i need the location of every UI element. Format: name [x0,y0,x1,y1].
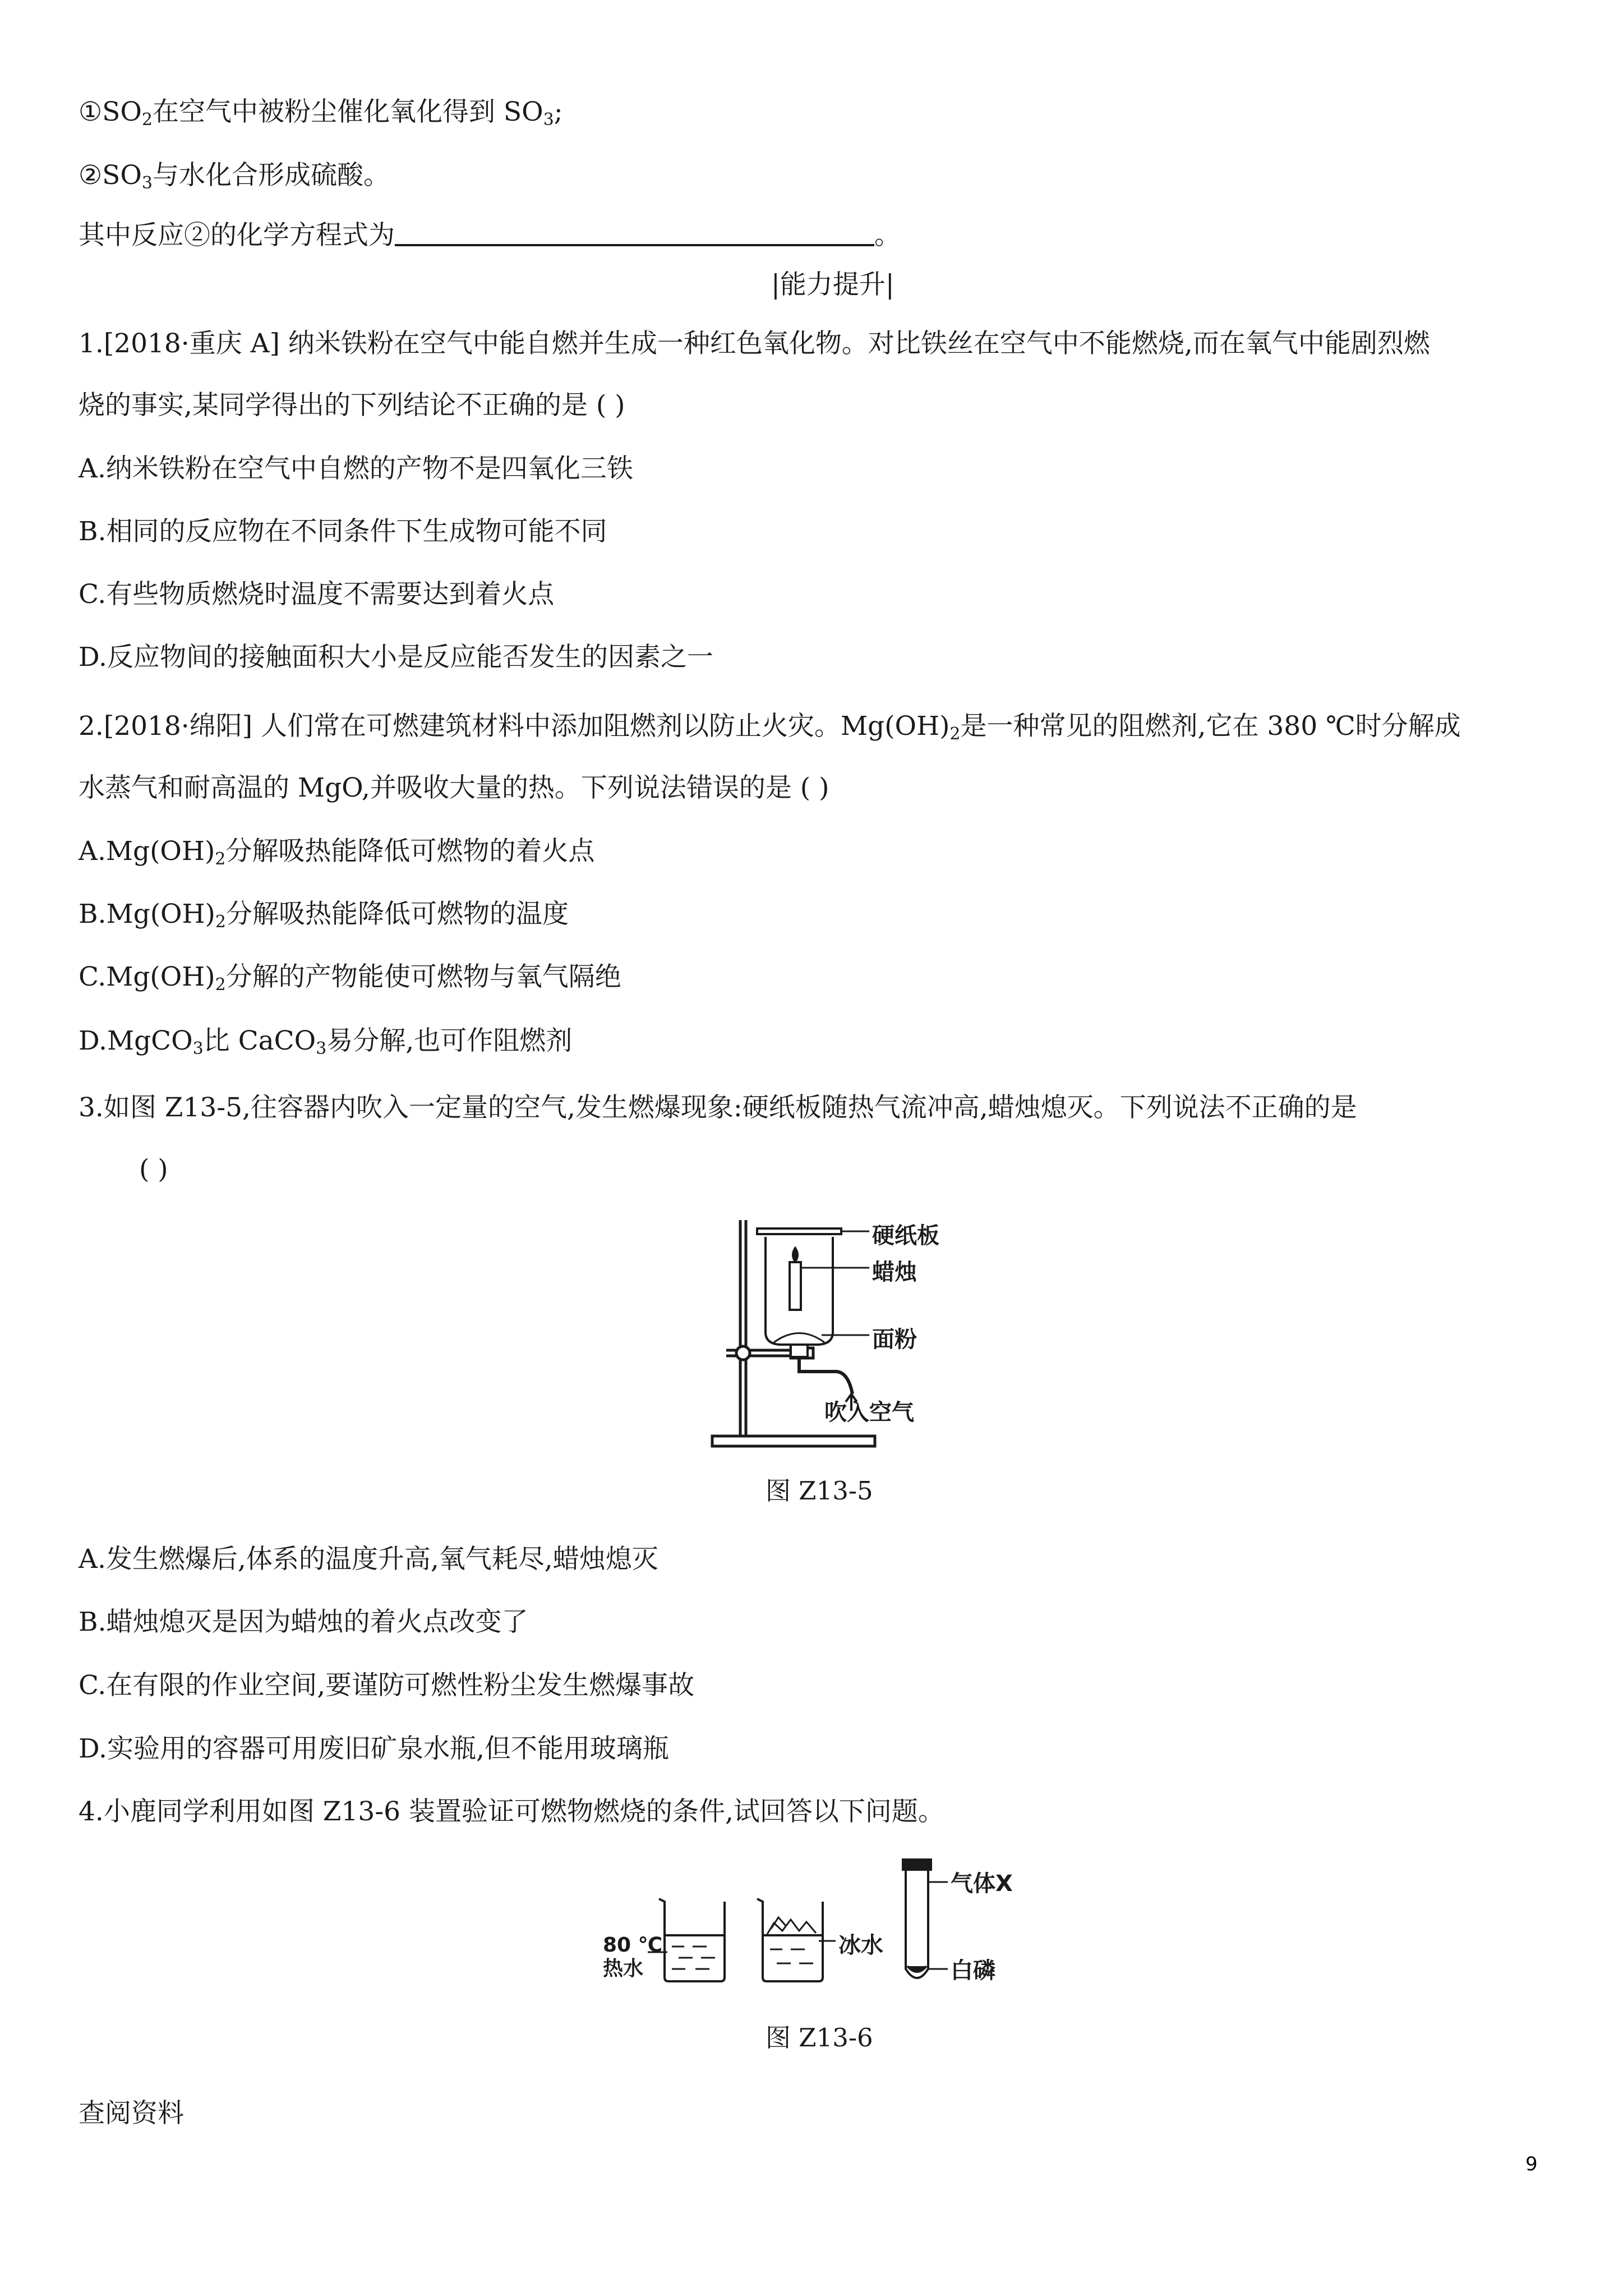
q1-option-c: C.有些物质燃烧时温度不需要达到着火点 [79,579,555,610]
intro-item-1: $①SO_2$在空气中被粉尘催化氧化得到 $SO_3$; [79,96,563,130]
figure-label-candle: 蜡烛 [872,1259,917,1285]
figure-caption-z13-5: 图 Z13-5 [766,1476,873,1506]
q2-option-a: $A.Mg(OH)_2$分解吸热能降低可燃物的着火点 [79,836,595,869]
figure-label-white-phosphorus: 白磷 [951,1958,995,1984]
figure-label-gas-x: 气体X [951,1871,1013,1897]
test-tube-icon [903,1860,948,1978]
q2-option-d: D.MgCO$_3$比 CaCO$_3$易分解,也可作阻燃剂 [79,1025,573,1059]
figure-label-80c: 80 ℃ [603,1934,663,1957]
q3-stem-line-1: 3.如图 Z13-5,往容器内吹入一定量的空气,发生燃爆现象:硬纸板随热气流冲高,蜡烛熄灭。下列说法不正确的是 [79,1092,1357,1123]
q3-option-c: C.在有限的作业空间,要谨防可燃性粉尘发生燃爆事故 [79,1670,695,1701]
q2-option-b: $B.Mg(OH)_2$分解吸热能降低可燃物的温度 [79,899,569,932]
q2-stem-line-1: 2.[2018·绵阳] 人们常在可燃建筑材料中添加阻燃剂以防止火灾。$Mg(OH)_2$是一种常见的阻燃剂,它在 380 ℃时分解成 [79,711,1461,744]
q4-stem: 4.小鹿同学利用如图 Z13-6 装置验证可燃物燃烧的条件,试回答以下问题。 [79,1796,944,1827]
figure-label-blow-air: 吹入空气 [824,1400,914,1425]
q3-option-d: D.实验用的容器可用废旧矿泉水瓶,但不能用玻璃瓶 [79,1733,669,1764]
intro-item-2: $②SO_3$与水化合形成硫酸。 [79,160,390,193]
equation-prompt: 其中反应②的化学方程式为 。 [79,220,901,251]
q1-option-b: B.相同的反应物在不同条件下生成物可能不同 [79,516,607,547]
figure-label-ice-water: 冰水 [838,1932,883,1958]
figure-label-cardboard: 硬纸板 [872,1223,939,1249]
q3-option-b: B.蜡烛熄灭是因为蜡烛的着火点改变了 [79,1607,528,1637]
section-title: |能力提升| [771,269,895,300]
label-leaders [801,1231,869,1335]
bottle-icon [757,1228,857,1411]
figure-label-hot-water: 热水 [603,1957,644,1980]
q3-option-a: A.发生燃爆后,体系的温度升高,氧气耗尽,蜡烛熄灭 [79,1544,658,1575]
answer-blank[interactable] [395,222,874,246]
q2-stem-line-2: 水蒸气和耐高温的 MgO,并吸收大量的热。下列说法错误的是 ( ) [79,772,829,803]
page-number: 9 [1525,2153,1538,2175]
beaker-ice-water-icon [757,1899,836,1981]
q2-option-c: $C.Mg(OH)_2$分解的产物能使可燃物与氧气隔绝 [79,961,621,995]
materials-heading: 查阅资料 [79,2098,184,2129]
q1-option-a: A.纳米铁粉在空气中自燃的产物不是四氧化三铁 [79,453,633,484]
figure-label-flour: 面粉 [872,1327,917,1352]
q1-stem-line-2: 烧的事实,某同学得出的下列结论不正确的是 ( ) [79,390,625,421]
q3-stem-line-2: ( ) [139,1154,168,1185]
q1-stem-line-1: 1.[2018·重庆 A] 纳米铁粉在空气中能自燃并生成一种红色氧化物。对比铁丝在空气中不能燃烧,而在氧气中能剧烈燃 [79,328,1430,359]
figure-caption-z13-6: 图 Z13-6 [766,2023,873,2053]
q1-option-d: D.反应物间的接触面积大小是反应能否发生的因素之一 [79,642,713,673]
